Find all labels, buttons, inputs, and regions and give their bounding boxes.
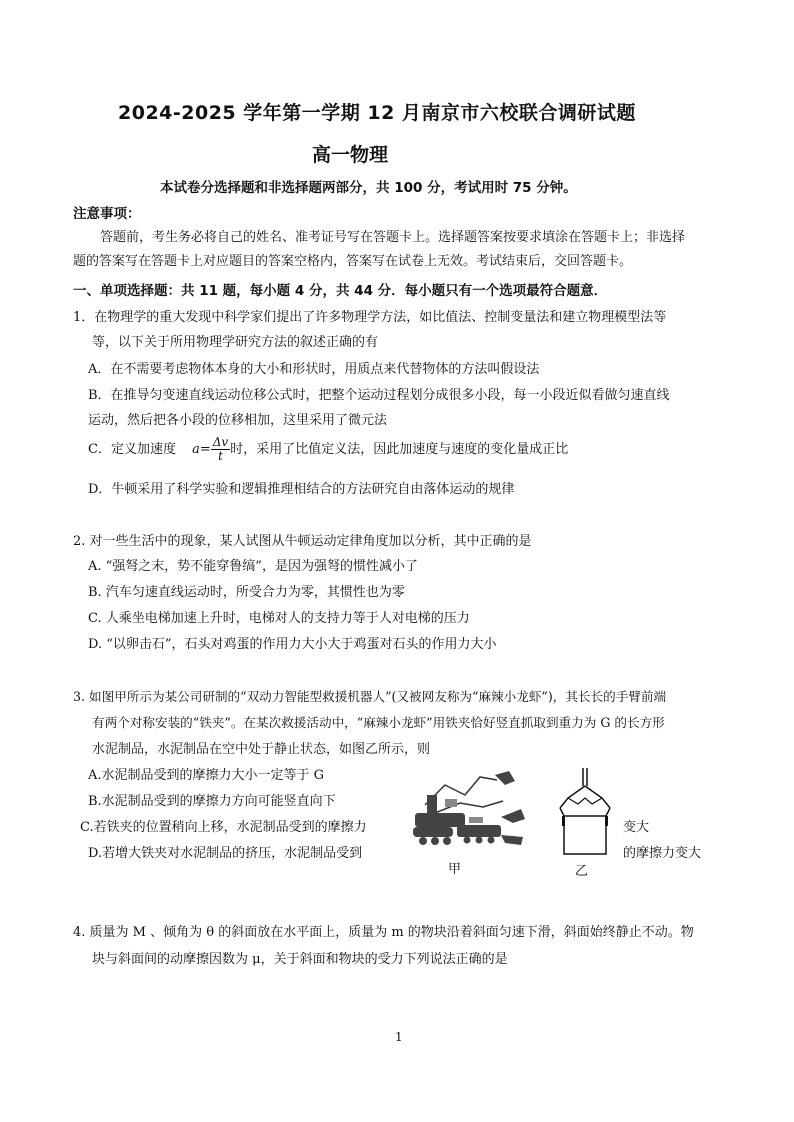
notice-line-1: 答题前，考生务必将自己的姓名、准考证号写在答题卡上。选择题答案按要求填涂在答题卡上；非选择 xyxy=(100,230,686,245)
q4-stem-line-2: 块与斜面间的动摩擦因数为 μ，关于斜面和物块的受力下列说法正确的是 xyxy=(92,952,508,967)
q3-stem-line-3: 水泥制品，水泥制品在空中处于静止状态，如图乙所示，则 xyxy=(92,742,431,757)
q1-option-c xyxy=(88,436,568,463)
exam-info: 本试卷分选择题和非选择题两部分，共 100 分，考试用时 75 分钟。 xyxy=(160,180,577,196)
section-heading: 一、单项选择题：共 11 题，每小题 4 分，共 44 分．每小题只有一个选项最符合题意． xyxy=(73,283,608,299)
q3-stem-line-1: 3. 如图甲所示为某公司研制的“双动力智能型救援机器人”(又被网友称为“麻辣小龙虾”)，其长长的手臂前端 xyxy=(73,689,667,704)
q1-formula-denominator: t xyxy=(218,449,223,463)
q3-option-c-left: C.若铁夹的位置稍向上移，水泥制品受到的摩擦力 xyxy=(80,820,367,835)
q2-option-c: C. 人乘坐电梯加速上升时，电梯对人的支持力等于人对电梯的压力 xyxy=(88,611,470,626)
q2-stem: 2. 对一些生活中的现象，某人试图从牛顿运动定律角度加以分析，其中正确的是 xyxy=(73,534,532,549)
q1-option-c-suffix: 时，采用了比值定义法，因此加速度与速度的变化量成正比 xyxy=(230,442,569,457)
notice-line-2: 题的答案写在答题卡上对应题目的答案空格内，答案写在试卷上无效。考试结束后，交回答题卡。 xyxy=(73,254,633,269)
q1-stem-line-1: 1．在物理学的重大发现中科学家们提出了许多物理学方法，如比值法、控制变量法和建立物理模型法等 xyxy=(73,310,667,325)
q2-option-b: B. 汽车匀速直线运动时，所受合力为零，其惯性也为零 xyxy=(88,585,405,600)
figure-label-yi: 乙 xyxy=(575,864,589,879)
q1-option-b-line-2: 运动，然后把各小段的位移相加，这里采用了微元法 xyxy=(88,413,388,428)
q1-stem-line-2: 等，以下关于所用物理学研究方法的叙述正确的有 xyxy=(92,335,379,350)
q3-option-b: B.水泥制品受到的摩擦力方向可能竖直向下 xyxy=(88,794,336,809)
q2-option-d: D. “以卵击石”，石头对鸡蛋的作用力大小大于鸡蛋对石头的作用力大小 xyxy=(88,637,497,652)
exam-title: 2024-2025 学年第一学期 12 月南京市六校联合调研试题 xyxy=(118,102,636,124)
q1-formula-numerator: Δv xyxy=(212,435,229,449)
q1-option-b-line-1: B．在推导匀变速直线运动位移公式时，把整个运动过程划分成很多小段，每一小段近似看做匀速直线 xyxy=(88,388,670,403)
q1-formula-fraction xyxy=(211,436,230,463)
figure-label-jia: 甲 xyxy=(448,862,462,877)
q3-option-d-left: D.若增大铁夹对水泥制品的挤压，水泥制品受到 xyxy=(88,846,363,861)
q3-option-c-right: 变大 xyxy=(623,820,650,835)
subject-title: 高一物理 xyxy=(312,144,389,166)
q3-option-d-right: 的摩擦力变大 xyxy=(623,846,702,861)
q3-stem-line-2: 有两个对称安装的“铁夹”。在某次救援活动中，“麻辣小龙虾”用铁夹恰好竖直抓取到重力为 G 的长方形 xyxy=(92,715,665,730)
robot-figure xyxy=(405,765,530,855)
q1-option-a: A．在不需要考虑物体本身的大小和形状时，用质点来代替物体的方法叫假设法 xyxy=(88,362,540,377)
q2-option-a: A. “强弩之末，势不能穿鲁缟”，是因为强弩的惯性减小了 xyxy=(88,559,418,574)
q1-formula-variable: a xyxy=(192,442,200,457)
q1-option-c-prefix: C．定义加速度 xyxy=(88,442,176,457)
page-number: 1 xyxy=(395,1030,403,1044)
q1-formula-equals: = xyxy=(199,442,211,457)
notice-heading: 注意事项： xyxy=(73,206,141,222)
q4-stem-line-1: 4. 质量为 M 、倾角为 θ 的斜面放在水平面上，质量为 m 的物块沿着斜面匀速下滑，斜面始终静止不动。物 xyxy=(73,925,694,940)
q1-option-d: D．牛顿采用了科学实验和逻辑推理相结合的方法研究自由落体运动的规律 xyxy=(88,482,515,497)
q3-option-a: A.水泥制品受到的摩擦力大小一定等于 G xyxy=(88,768,325,783)
clamp-figure xyxy=(550,768,620,860)
